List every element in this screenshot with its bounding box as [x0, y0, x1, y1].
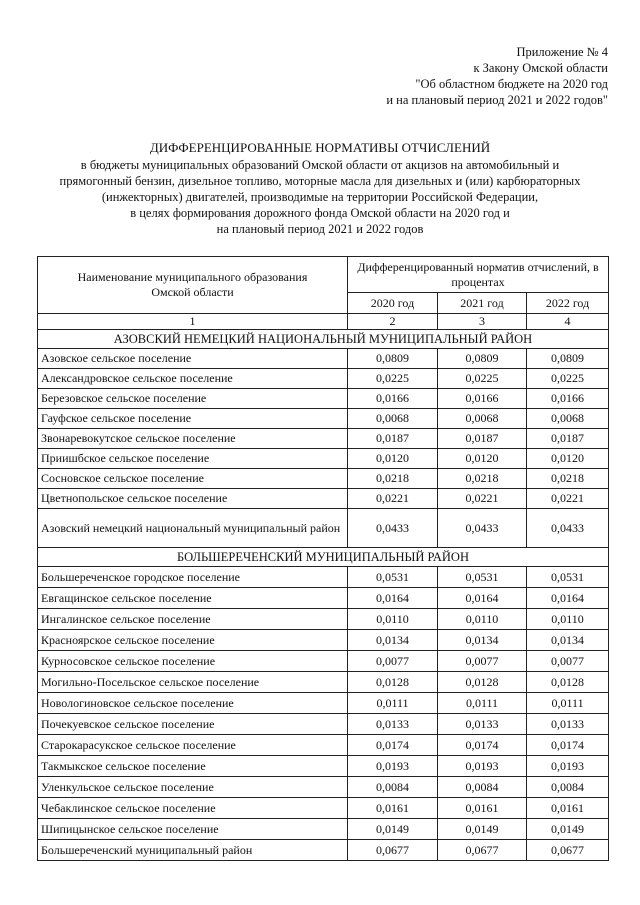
norm-value: 0,0174 — [438, 735, 527, 756]
table-row — [38, 449, 609, 469]
norm-value: 0,0193 — [348, 756, 438, 777]
annex-reference — [386, 44, 608, 108]
norm-value: 0,0164 — [527, 588, 609, 609]
norm-value: 0,0187 — [438, 429, 527, 449]
norm-value: 0,0531 — [348, 567, 438, 588]
municipality-name: Шипицынское сельское поселение — [38, 819, 348, 840]
municipality-name: Курносовское сельское поселение — [38, 651, 348, 672]
table-row — [38, 672, 609, 693]
annex-line: Приложение № 4 — [516, 45, 608, 59]
norm-value: 0,0149 — [438, 819, 527, 840]
municipality-name: Цветнопольское сельское поселение — [38, 489, 348, 509]
section-header-row — [38, 548, 609, 567]
table-row — [38, 349, 609, 369]
norm-value: 0,0084 — [527, 777, 609, 798]
norm-value: 0,0111 — [348, 693, 438, 714]
norm-value: 0,0128 — [348, 672, 438, 693]
norm-value: 0,0193 — [527, 756, 609, 777]
norm-value: 0,0174 — [527, 735, 609, 756]
table-row — [38, 489, 609, 509]
table-row — [38, 777, 609, 798]
column-number: 3 — [438, 314, 527, 330]
document-title — [0, 140, 640, 237]
municipality-name: Азовский немецкий национальный муниципальный район — [38, 509, 348, 548]
norm-value: 0,0531 — [527, 567, 609, 588]
municipality-name: Новологиновское сельское поселение — [38, 693, 348, 714]
municipality-name: Ингалинское сельское поселение — [38, 609, 348, 630]
header-year: 2022 год — [527, 293, 609, 314]
table-row — [38, 798, 609, 819]
norm-value: 0,0221 — [348, 489, 438, 509]
table-row — [38, 693, 609, 714]
norm-value: 0,0133 — [438, 714, 527, 735]
title-line: в целях формирования дорожного фонда Омской области на 2020 год и — [130, 206, 510, 220]
annex-line: и на плановый период 2021 и 2022 годов" — [386, 93, 608, 107]
norm-value: 0,0134 — [527, 630, 609, 651]
norm-value: 0,0068 — [527, 409, 609, 429]
norm-value: 0,0068 — [438, 409, 527, 429]
table-row — [38, 588, 609, 609]
header-year: 2020 год — [348, 293, 438, 314]
municipality-name: Такмыкское сельское поселение — [38, 756, 348, 777]
table-row — [38, 630, 609, 651]
norm-value: 0,0149 — [527, 819, 609, 840]
title-line: на плановый период 2021 и 2022 годов — [216, 222, 424, 236]
table-row — [38, 469, 609, 489]
municipality-name: Могильно-Посельское сельское поселение — [38, 672, 348, 693]
municipality-name: Старокарасукское сельское поселение — [38, 735, 348, 756]
norm-value: 0,0164 — [438, 588, 527, 609]
norm-value: 0,0174 — [348, 735, 438, 756]
norm-value: 0,0225 — [348, 369, 438, 389]
municipality-name: Красноярское сельское поселение — [38, 630, 348, 651]
table-row — [38, 840, 609, 861]
norm-value: 0,0120 — [348, 449, 438, 469]
norm-value: 0,0221 — [527, 489, 609, 509]
norm-value: 0,0531 — [438, 567, 527, 588]
municipality-name: Евгащинское сельское поселение — [38, 588, 348, 609]
norm-value: 0,0161 — [438, 798, 527, 819]
norm-value: 0,0166 — [527, 389, 609, 409]
column-number: 1 — [38, 314, 348, 330]
norm-value: 0,0120 — [438, 449, 527, 469]
norm-value: 0,0133 — [527, 714, 609, 735]
norm-value: 0,0225 — [527, 369, 609, 389]
norm-value: 0,0433 — [348, 509, 438, 548]
municipality-name: Гауфское сельское поселение — [38, 409, 348, 429]
norm-value: 0,0218 — [438, 469, 527, 489]
norm-value: 0,0077 — [438, 651, 527, 672]
norm-value: 0,0193 — [438, 756, 527, 777]
norm-value: 0,0111 — [438, 693, 527, 714]
table-row — [38, 609, 609, 630]
norm-value: 0,0677 — [348, 840, 438, 861]
municipality-name: Почекуевское сельское поселение — [38, 714, 348, 735]
norm-value: 0,0128 — [527, 672, 609, 693]
norm-value: 0,0433 — [438, 509, 527, 548]
norm-value: 0,0166 — [438, 389, 527, 409]
norm-value: 0,0187 — [348, 429, 438, 449]
header-group: Дифференцированный норматив отчислений, в процентах — [348, 257, 609, 293]
municipality-name: Чебаклинское сельское поселение — [38, 798, 348, 819]
table-row — [38, 567, 609, 588]
header-year: 2021 год — [438, 293, 527, 314]
norm-value: 0,0164 — [348, 588, 438, 609]
norm-value: 0,0110 — [527, 609, 609, 630]
table-row — [38, 389, 609, 409]
norm-value: 0,0166 — [348, 389, 438, 409]
norm-value: 0,0677 — [527, 840, 609, 861]
norm-value: 0,0218 — [348, 469, 438, 489]
norm-value: 0,0149 — [348, 819, 438, 840]
annex-line: "Об областном бюджете на 2020 год — [415, 77, 608, 91]
table-row — [38, 756, 609, 777]
norm-value: 0,0221 — [438, 489, 527, 509]
norms-table — [37, 256, 609, 861]
norm-value: 0,0187 — [527, 429, 609, 449]
norm-value: 0,0128 — [438, 672, 527, 693]
municipality-name: Большереченский муниципальный район — [38, 840, 348, 861]
norm-value: 0,0134 — [438, 630, 527, 651]
municipality-name: Азовское сельское поселение — [38, 349, 348, 369]
norm-value: 0,0225 — [438, 369, 527, 389]
norm-value: 0,0110 — [438, 609, 527, 630]
municipality-name: Большереченское городское поселение — [38, 567, 348, 588]
section-title: АЗОВСКИЙ НЕМЕЦКИЙ НАЦИОНАЛЬНЫЙ МУНИЦИПАЛЬНЫЙ РАЙОН — [38, 330, 609, 349]
column-number: 2 — [348, 314, 438, 330]
table-row — [38, 509, 609, 548]
table-row — [38, 714, 609, 735]
norm-value: 0,0161 — [527, 798, 609, 819]
norm-value: 0,0077 — [348, 651, 438, 672]
section-header-row — [38, 330, 609, 349]
table-row — [38, 369, 609, 389]
municipality-name: Уленкульское сельское поселение — [38, 777, 348, 798]
norm-value: 0,0218 — [527, 469, 609, 489]
annex-line: к Закону Омской области — [473, 61, 608, 75]
table-row — [38, 651, 609, 672]
table-row — [38, 735, 609, 756]
municipality-name: Приишбское сельское поселение — [38, 449, 348, 469]
title-line: прямогонный бензин, дизельное топливо, моторные масла для дизельных и (или) карбюраторных — [59, 174, 581, 188]
municipality-name: Звонаревокутское сельское поселение — [38, 429, 348, 449]
norm-value: 0,0077 — [527, 651, 609, 672]
norm-value: 0,0120 — [527, 449, 609, 469]
section-title: БОЛЬШЕРЕЧЕНСКИЙ МУНИЦИПАЛЬНЫЙ РАЙОН — [38, 548, 609, 567]
column-number: 4 — [527, 314, 609, 330]
norm-value: 0,0134 — [348, 630, 438, 651]
norm-value: 0,0084 — [348, 777, 438, 798]
table-row — [38, 409, 609, 429]
header-name: Наименование муниципального образования Омской области — [38, 257, 348, 314]
norm-value: 0,0161 — [348, 798, 438, 819]
title-line: в бюджеты муниципальных образований Омской области от акцизов на автомобильный и — [80, 158, 560, 172]
norm-value: 0,0110 — [348, 609, 438, 630]
table-row — [38, 819, 609, 840]
municipality-name: Сосновское сельское поселение — [38, 469, 348, 489]
norm-value: 0,0111 — [527, 693, 609, 714]
table-row — [38, 429, 609, 449]
norm-value: 0,0133 — [348, 714, 438, 735]
norm-value: 0,0809 — [438, 349, 527, 369]
norm-value: 0,0677 — [438, 840, 527, 861]
norm-value: 0,0084 — [438, 777, 527, 798]
norm-value: 0,0433 — [527, 509, 609, 548]
municipality-name: Березовское сельское поселение — [38, 389, 348, 409]
title-line: (инжекторных) двигателей, производимые на территории Российской Федерации, — [101, 190, 539, 204]
title-heading: ДИФФЕРЕНЦИРОВАННЫЕ НОРМАТИВЫ ОТЧИСЛЕНИЙ — [149, 140, 491, 155]
norm-value: 0,0809 — [348, 349, 438, 369]
norm-value: 0,0809 — [527, 349, 609, 369]
norm-value: 0,0068 — [348, 409, 438, 429]
municipality-name: Александровское сельское поселение — [38, 369, 348, 389]
